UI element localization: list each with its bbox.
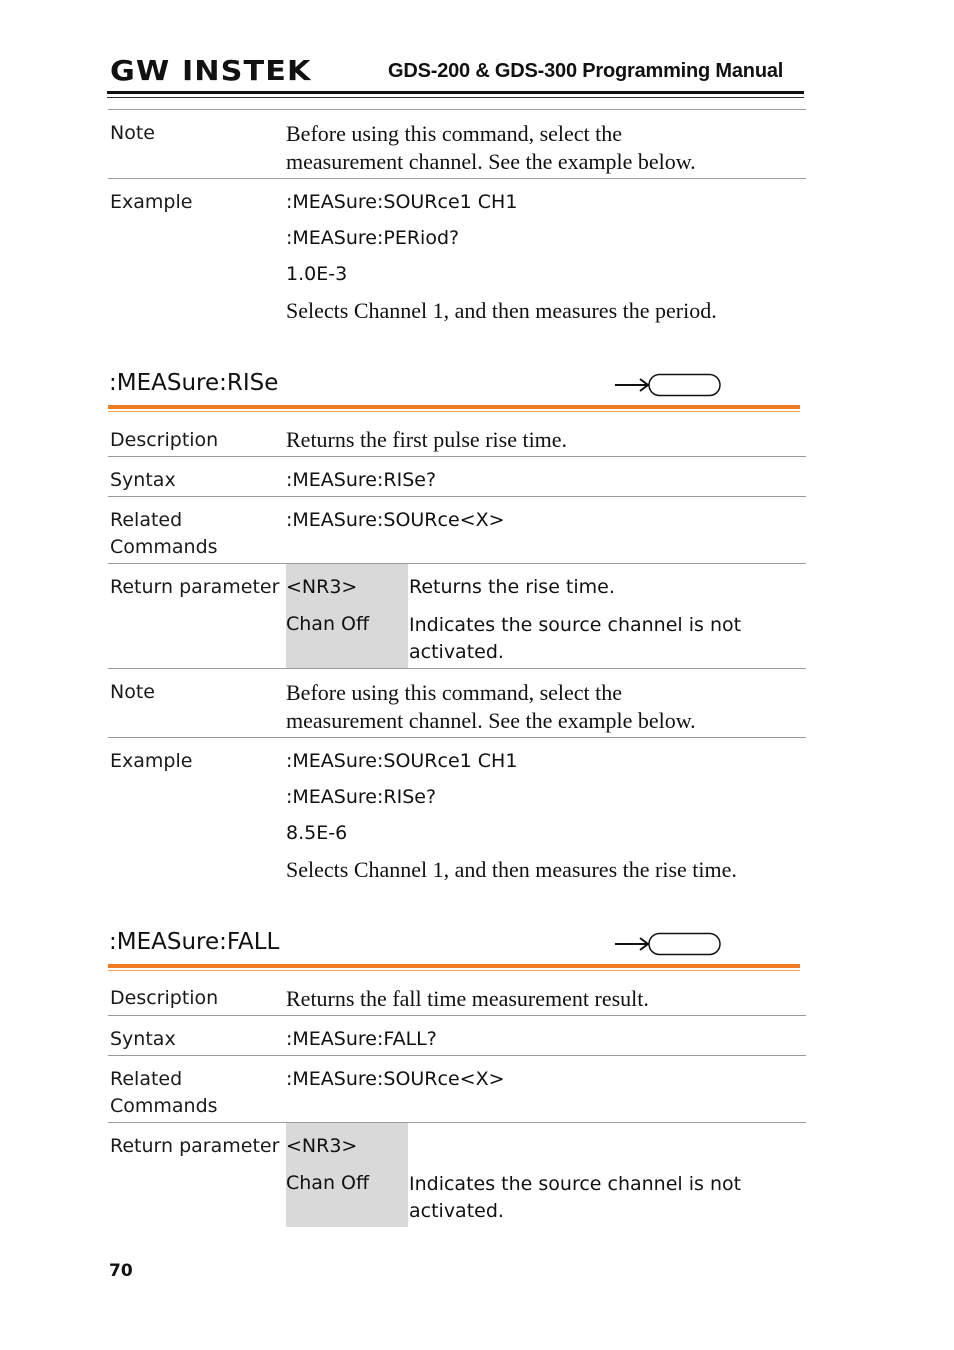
section-rule: [108, 964, 800, 968]
manual-title: GDS-200 & GDS-300 Programming Manual: [388, 60, 784, 82]
description-text: Returns the fall time measurement result.: [286, 986, 649, 1011]
param-nr3-desc: Returns the rise time.: [409, 576, 615, 598]
brand-logo: GW INSTEK: [110, 54, 312, 87]
query-icon: [614, 932, 724, 956]
syntax-label: Syntax: [110, 469, 176, 491]
related-label-line-1: Related: [110, 1068, 183, 1090]
divider: [108, 1122, 806, 1123]
note-text-line-1: Before using this command, select the: [286, 680, 623, 705]
related-label-line-1: Related: [110, 509, 183, 531]
param-nr3: <NR3>: [286, 1135, 358, 1157]
example-command-2: :MEASure:RISe?: [286, 786, 437, 808]
description-label: Description: [110, 429, 219, 451]
syntax-label: Syntax: [110, 1028, 176, 1050]
section-rule-thin: [108, 970, 800, 971]
note-text-line-2: measurement channel. See the example below.: [286, 708, 696, 733]
divider: [108, 737, 806, 738]
note-text-line-2: measurement channel. See the example below.: [286, 149, 696, 174]
example-command-1: :MEASure:SOURce1 CH1: [286, 191, 518, 213]
example-description: Selects Channel 1, and then measures the rise time.: [286, 857, 737, 882]
divider: [108, 456, 806, 457]
related-label-line-2: Commands: [110, 536, 218, 558]
example-description: Selects Channel 1, and then measures the period.: [286, 298, 717, 323]
section-rule-thin: [108, 411, 800, 412]
divider: [108, 496, 806, 497]
divider: [108, 109, 806, 110]
page-number: 70: [109, 1261, 133, 1281]
query-icon: [614, 373, 724, 397]
param-nr3: <NR3>: [286, 576, 358, 598]
related-command: :MEASure:SOURce<X>: [286, 509, 505, 531]
syntax-text: :MEASure:FALL?: [286, 1028, 437, 1050]
example-command-2: :MEASure:PERiod?: [286, 227, 460, 249]
divider: [108, 178, 806, 179]
syntax-text: :MEASure:RISe?: [286, 469, 437, 491]
param-chan-off-desc-2: activated.: [409, 1200, 504, 1222]
divider: [108, 1055, 806, 1056]
section-rule: [108, 405, 800, 409]
section-title-fall: :MEASure:FALL: [109, 929, 280, 955]
section-title-rise: :MEASure:RISe: [109, 370, 279, 396]
header-rule-thin: [107, 97, 804, 98]
param-chan-off-desc-2: activated.: [409, 641, 504, 663]
note-text-line-1: Before using this command, select the: [286, 121, 623, 146]
example-result: 1.0E-3: [286, 263, 348, 285]
example-label: Example: [110, 750, 193, 772]
return-parameter-label: Return parameter: [110, 1135, 280, 1157]
param-chan-off: Chan Off: [286, 613, 370, 635]
param-chan-off-desc-1: Indicates the source channel is not: [409, 614, 742, 636]
description-label: Description: [110, 987, 219, 1009]
example-command-1: :MEASure:SOURce1 CH1: [286, 750, 518, 772]
divider: [108, 1015, 806, 1016]
description-text: Returns the first pulse rise time.: [286, 427, 568, 452]
note-label: Note: [110, 122, 155, 144]
note-label: Note: [110, 681, 155, 703]
related-label-line-2: Commands: [110, 1095, 218, 1117]
param-chan-off-desc-1: Indicates the source channel is not: [409, 1173, 742, 1195]
divider: [108, 668, 806, 669]
example-result: 8.5E-6: [286, 822, 348, 844]
related-command: :MEASure:SOURce<X>: [286, 1068, 505, 1090]
divider: [108, 563, 806, 564]
example-label: Example: [110, 191, 193, 213]
return-parameter-label: Return parameter: [110, 576, 280, 598]
header-rule: [107, 91, 804, 94]
param-chan-off: Chan Off: [286, 1172, 370, 1194]
